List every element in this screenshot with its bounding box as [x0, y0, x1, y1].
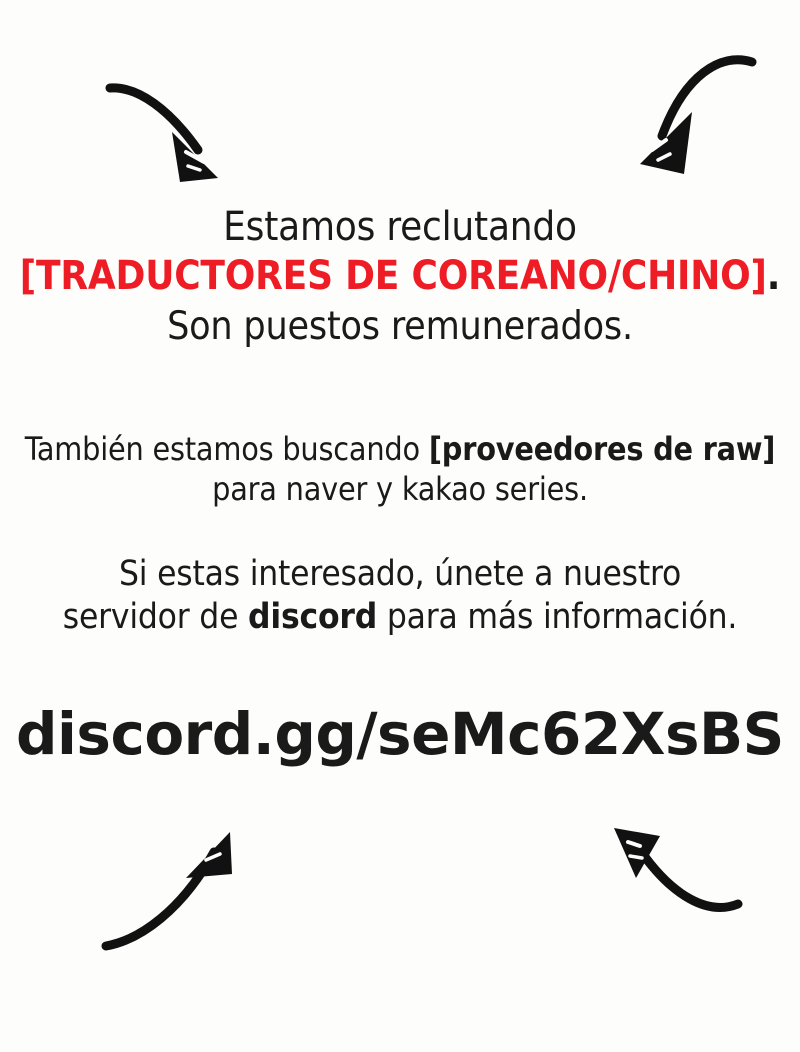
discord-link-block [0, 700, 800, 768]
recruiting-line-1: Estamos reclutando [223, 204, 577, 250]
raw-providers-line-1 [0, 432, 800, 468]
discord-invite-line-2 [0, 598, 800, 637]
arrow-top-right-icon [600, 40, 760, 200]
discord-word: discord [248, 597, 378, 638]
bracket-open: [ [19, 252, 36, 299]
period: . [766, 252, 781, 299]
discord-invite-block [0, 555, 800, 637]
raw-providers-bold: [proveedores de raw] [428, 430, 776, 468]
raw-providers-line-2: para naver y kakao series. [212, 469, 588, 508]
recruiting-line-3: Son puestos remunerados. [167, 303, 633, 349]
recruiting-line-2 [0, 254, 800, 299]
discord-invite-line-1: Si estas interesado, únete a nuestro [118, 554, 682, 594]
arrow-top-left-icon [100, 70, 240, 200]
raw-providers-block [0, 432, 800, 508]
discord-invite-suffix: para más información. [377, 597, 738, 638]
recruiting-block [0, 205, 800, 348]
roles-highlight: TRADUCTORES DE COREANO/CHINO [36, 252, 751, 299]
discord-invite-link[interactable]: discord.gg/seMc62XsBS [16, 700, 784, 768]
arrow-bottom-left-icon [90, 820, 250, 960]
discord-invite-prefix: servidor de [62, 597, 249, 638]
bracket-close: ] [750, 252, 767, 299]
arrow-bottom-right-icon [590, 820, 750, 940]
raw-providers-prefix: También estamos buscando [24, 430, 429, 468]
